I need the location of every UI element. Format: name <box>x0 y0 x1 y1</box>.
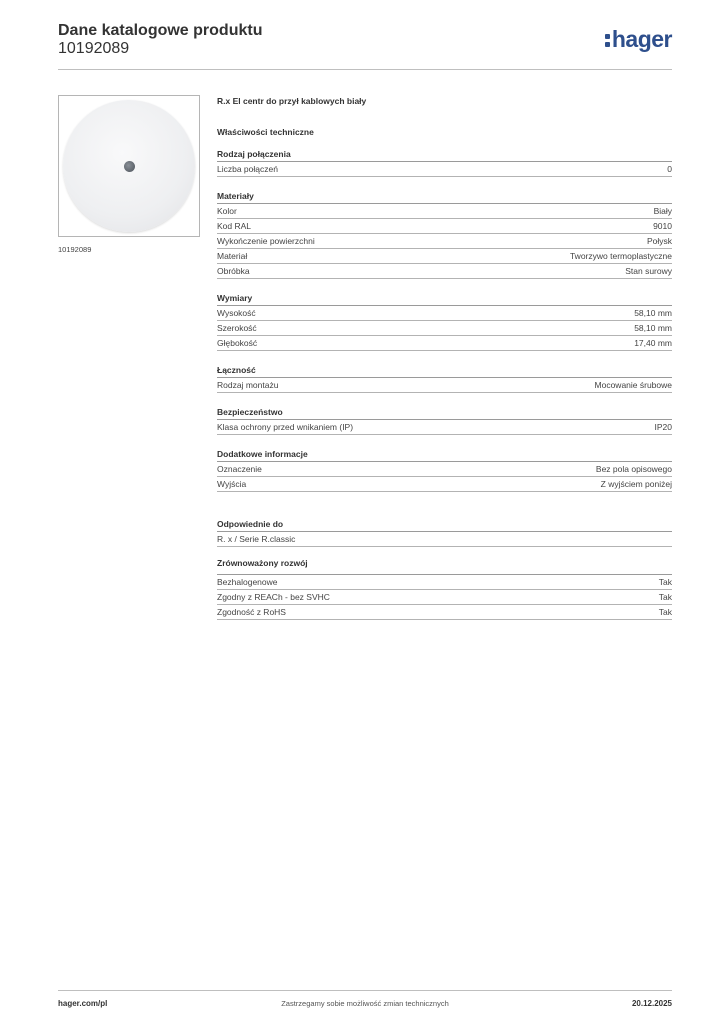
row-value: IP20 <box>654 422 672 432</box>
spec-section <box>217 448 672 492</box>
document-title: Dane katalogowe produktu <box>58 22 263 39</box>
section-heading: Materiały <box>217 190 672 204</box>
row-label: Obróbka <box>217 266 250 276</box>
row-label: Materiał <box>217 251 248 261</box>
section-heading: Bezpieczeństwo <box>217 406 672 420</box>
row-label: Zgodny z REACh - bez SVHC <box>217 592 330 602</box>
row-value: Tak <box>658 607 672 617</box>
footer-website: hager.com/pl <box>58 999 108 1008</box>
row-value: Połysk <box>646 236 672 246</box>
sustainability-heading: Zrównoważony rozwój <box>217 558 308 568</box>
table-row <box>217 264 672 279</box>
row-label: Liczba połączeń <box>217 164 278 174</box>
row-value: 58,10 mm <box>634 323 672 333</box>
table-row <box>217 590 672 605</box>
table-row <box>217 462 672 477</box>
section-heading: Wymiary <box>217 292 672 306</box>
page-footer <box>58 990 672 1014</box>
product-name: R.x El centr do przył kablowych biały <box>217 96 367 106</box>
row-label: Głębokość <box>217 338 258 348</box>
row-value: Mocowanie śrubowe <box>594 380 672 390</box>
spec-sections <box>217 148 672 492</box>
table-row <box>217 234 672 249</box>
table-row <box>217 378 672 393</box>
row-value: Tak <box>658 577 672 587</box>
row-label: Rodzaj montażu <box>217 380 279 390</box>
image-caption: 10192089 <box>58 245 92 254</box>
hager-logo <box>605 26 672 53</box>
sustainability-rows <box>217 574 672 620</box>
product-specs <box>217 96 672 620</box>
row-value: Z wyjściem poniżej <box>600 479 672 489</box>
row-label: Klasa ochrony przed wnikaniem (IP) <box>217 422 354 432</box>
table-row <box>217 204 672 219</box>
row-value: Stan surowy <box>625 266 672 276</box>
row-value: 17,40 mm <box>634 338 672 348</box>
row-label: R. x / Serie R.classic <box>217 534 296 544</box>
row-label: Zgodność z RoHS <box>217 607 286 617</box>
section-heading: Dodatkowe informacje <box>217 448 672 462</box>
row-label: Wysokość <box>217 308 256 318</box>
table-row <box>217 336 672 351</box>
row-label: Oznaczenie <box>217 464 262 474</box>
row-label: Szerokość <box>217 323 257 333</box>
suitable-heading: Odpowiednie do <box>217 518 672 532</box>
table-row <box>217 532 672 547</box>
row-value: 58,10 mm <box>634 308 672 318</box>
footer-date: 20.12.2025 <box>631 999 672 1008</box>
document-number: 10192089 <box>58 40 130 57</box>
section-heading: Łączność <box>217 364 672 378</box>
logo-text: hager <box>611 26 672 52</box>
spec-section <box>217 148 672 177</box>
row-value: Tworzywo termoplastyczne <box>569 251 672 261</box>
table-row <box>217 162 672 177</box>
row-label: Wyjścia <box>217 479 247 489</box>
row-value: 0 <box>667 164 672 174</box>
table-row <box>217 575 672 590</box>
row-value: Bez pola opisowego <box>595 464 672 474</box>
logo-colon-icon <box>605 32 610 48</box>
page-header <box>58 20 672 70</box>
row-label: Kolor <box>217 206 237 216</box>
product-image <box>58 95 200 237</box>
row-value: Biały <box>653 206 672 216</box>
table-row <box>217 321 672 336</box>
table-row <box>217 249 672 264</box>
spec-section <box>217 292 672 351</box>
screw-hole-icon <box>124 161 135 172</box>
row-value: 9010 <box>653 221 672 231</box>
row-label: Kod RAL <box>217 221 252 231</box>
table-row <box>217 306 672 321</box>
table-row <box>217 420 672 435</box>
spec-section <box>217 406 672 435</box>
table-row <box>217 477 672 492</box>
row-value: Tak <box>658 592 672 602</box>
footer-disclaimer: Zastrzegamy sobie możliwość zmian technicznych <box>281 999 449 1008</box>
technical-properties-heading: Właściwości techniczne <box>217 127 314 137</box>
table-row <box>217 219 672 234</box>
row-label: Bezhalogenowe <box>217 577 278 587</box>
spec-section <box>217 364 672 393</box>
sustainability-section <box>217 557 672 620</box>
spec-section <box>217 190 672 279</box>
suitable-section <box>217 518 672 547</box>
table-row <box>217 605 672 620</box>
row-label: Wykończenie powierzchni <box>217 236 315 246</box>
section-heading: Rodzaj połączenia <box>217 148 672 162</box>
round-cover-plate-image <box>63 100 195 232</box>
